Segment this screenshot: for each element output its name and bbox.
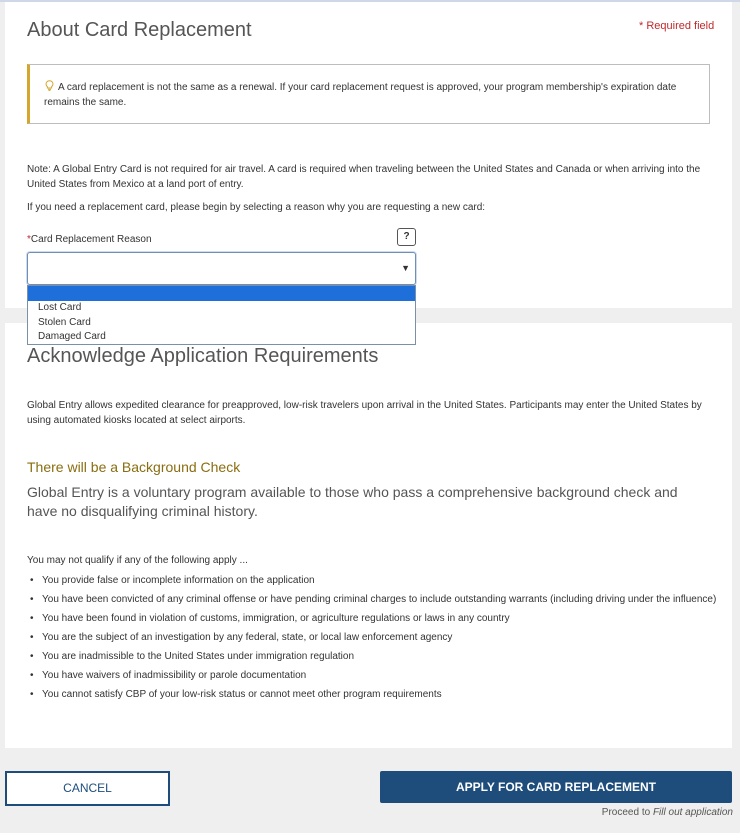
list-item: • You are the subject of an investigation by any federal, state, or local law enforcement agency <box>27 631 717 645</box>
chevron-down-icon: ▼ <box>401 263 410 273</box>
list-item: • You have waivers of inadmissibility or parole documentation <box>27 669 717 683</box>
background-check-heading: There will be a Background Check <box>27 459 241 475</box>
card-replacement-reason-label <box>27 234 152 245</box>
list-item: • You have been convicted of any criminal offense or have pending criminal charges to include outstanding warrants (including driving under the influence) <box>27 593 717 607</box>
required-field-note: * Required field <box>639 20 715 32</box>
alert-text: A card replacement is not the same as a renewal. If your card replacement request is approved, your program membership's expiration date remains the same. <box>44 82 677 108</box>
dropdown-option-stolen-card[interactable]: Stolen Card <box>38 316 91 328</box>
dropdown-option-lost-card[interactable]: Lost Card <box>38 302 82 313</box>
background-check-lead: Global Entry is a voluntary program available to those who pass a comprehensive background check and have no disqualifying criminal history. <box>27 484 678 519</box>
required-star: * <box>27 234 31 245</box>
acknowledge-requirements-section <box>5 323 732 748</box>
section-title: Acknowledge Application Requirements <box>27 345 379 367</box>
global-entry-note: Note: A Global Entry Card is not required for air travel. A card is required when traveling between the United States and Canada or when arriving into the United States from Mexico at a land port of entry. <box>27 164 701 190</box>
lightbulb-icon <box>44 80 55 91</box>
global-entry-intro: Global Entry allows expedited clearance for preapproved, low-risk travelers upon arrival in the United States. Participants may enter the United States by using automated kiosks located at select airports. <box>27 400 702 426</box>
list-item: • You are inadmissible to the United States under immigration regulation <box>27 650 717 664</box>
proceed-hint <box>602 807 733 818</box>
info-alert <box>27 64 710 124</box>
reason-instruction: If you need a replacement card, please begin by selecting a reason why you are requesting a new card: <box>27 202 486 213</box>
reason-dropdown-list <box>27 285 416 345</box>
proceed-target: Fill out application <box>652 807 733 818</box>
apply-for-card-replacement-button[interactable]: APPLY FOR CARD REPLACEMENT <box>380 771 732 803</box>
cancel-button[interactable]: CANCEL <box>5 771 170 806</box>
disqualification-list <box>27 574 717 707</box>
proceed-prefix: Proceed to <box>601 807 651 818</box>
about-card-replacement-section <box>5 2 732 308</box>
list-item: • You provide false or incomplete information on the application <box>27 574 717 588</box>
help-button[interactable]: ? <box>397 228 416 246</box>
dropdown-option-blank[interactable] <box>28 286 415 301</box>
disqualify-intro: You may not qualify if any of the following apply ... <box>27 555 248 566</box>
page-title: About Card Replacement <box>27 19 252 41</box>
list-item: • You cannot satisfy CBP of your low-risk status or cannot meet other program requirements <box>27 688 717 702</box>
list-item: • You have been found in violation of customs, immigration, or agriculture regulations or laws in any country <box>27 612 717 626</box>
field-label-text: Card Replacement Reason <box>30 234 152 245</box>
dropdown-option-damaged-card[interactable]: Damaged Card <box>38 331 106 342</box>
card-replacement-reason-select[interactable] <box>27 252 416 285</box>
